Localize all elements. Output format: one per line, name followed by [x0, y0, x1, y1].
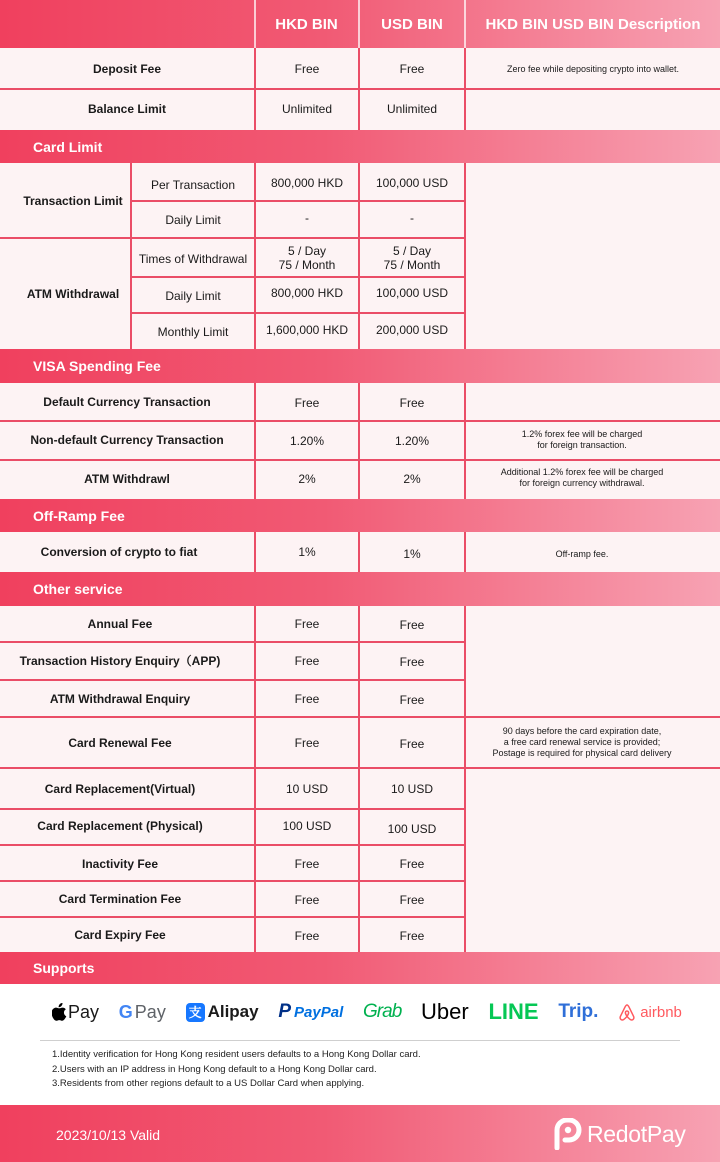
atm-withdrawl-label: ATM Withdrawl: [84, 472, 170, 486]
card-renewal-usd: Free: [399, 737, 425, 751]
per-transaction-hkd: 800,000 HKD: [270, 176, 344, 190]
section-supports: Supports: [0, 952, 720, 984]
apple-pay-logo: [52, 1002, 99, 1023]
atm-withdrawal-enquiry-label: ATM Withdrawal Enquiry: [49, 692, 191, 706]
section-card-limit: Card Limit: [0, 130, 720, 163]
note-line: 1.Identity verification for Hong Kong resident users defaults to a Hong Kong Dollar card.: [52, 1049, 421, 1060]
col-divider: [464, 48, 466, 130]
atm-withdrawl-hkd: 2%: [298, 472, 316, 486]
note-line: 2.Users with an IP address in Hong Kong default to a Hong Kong Dollar card.: [52, 1063, 377, 1075]
per-transaction-label: Per Transaction: [150, 178, 236, 192]
col-divider: [464, 532, 466, 572]
times-usd-month: 75 / Month: [383, 258, 441, 272]
card-replacement-virtual-usd: 10 USD: [390, 782, 434, 796]
uber-logo: Uber: [421, 999, 469, 1024]
inactivity-fee-label: Inactivity Fee: [81, 857, 159, 871]
airbnb-text: airbnb: [640, 1003, 682, 1021]
desc-line: a free card renewal service is provided;: [503, 736, 661, 747]
atm-daily-limit-usd: 100,000 USD: [375, 286, 449, 300]
col-divider: [464, 606, 466, 952]
atm-withdrawl-desc: [466, 460, 698, 496]
transaction-history-label: Transaction History Enquiry（APP): [19, 654, 221, 668]
monthly-limit-hkd: 1,600,000 HKD: [265, 323, 349, 337]
desc-line: Additional 1.2% forex fee will be charged: [500, 467, 664, 477]
redotpay-icon: [553, 1118, 583, 1150]
atm-daily-limit-label: Daily Limit: [165, 289, 221, 303]
transaction-history-hkd: Free: [294, 654, 320, 668]
card-termination-label: Card Termination Fee: [58, 892, 182, 906]
col-divider: [130, 163, 132, 349]
desc-line: 90 days before the card expiration date,: [502, 725, 662, 736]
deposit-fee-label: Deposit Fee: [92, 62, 161, 76]
default-currency-hkd: Free: [294, 396, 320, 410]
header-divider: [358, 0, 360, 48]
transaction-history-usd: Free: [399, 655, 425, 669]
google-pay-text: Pay: [134, 1001, 166, 1022]
card-expiry-label: Card Expiry Fee: [74, 928, 166, 942]
atm-daily-limit-hkd: 800,000 HKD: [270, 286, 344, 300]
desc-line: Postage is required for physical card delivery: [492, 747, 672, 758]
atm-withdrawal-enquiry-usd: Free: [399, 693, 425, 707]
inactivity-fee-hkd: Free: [294, 857, 320, 871]
section-off-ramp-fee: Off-Ramp Fee: [0, 499, 720, 532]
col-divider: [254, 532, 256, 572]
paypal-logo: [278, 1001, 343, 1023]
redotpay-logo: [553, 1117, 686, 1151]
card-renewal-desc: [466, 718, 698, 766]
times-of-withdrawal-label: Times of Withdrawal: [138, 252, 248, 266]
notes-divider: [40, 1040, 680, 1041]
paypal-icon: P: [278, 1001, 292, 1022]
annual-fee-usd: Free: [399, 618, 425, 632]
tx-daily-limit-label: Daily Limit: [165, 213, 221, 227]
default-currency-label: Default Currency Transaction: [43, 395, 211, 409]
non-default-currency-label: Non-default Currency Transaction: [30, 433, 224, 447]
desc-line: for foreign currency withdrawal.: [519, 478, 645, 488]
alipay-logo: [186, 1002, 259, 1022]
notes: [52, 1048, 692, 1092]
card-expiry-hkd: Free: [294, 929, 320, 943]
deposit-fee-usd: Free: [399, 62, 425, 76]
atm-withdrawl-usd: 2%: [403, 472, 421, 486]
card-termination-hkd: Free: [294, 893, 320, 907]
line-logo: LINE: [488, 999, 539, 1024]
non-default-currency-desc: [466, 422, 698, 458]
conversion-desc: Off-ramp fee.: [555, 548, 609, 559]
card-replacement-physical-usd: 100 USD: [387, 822, 437, 836]
monthly-limit-usd: 200,000 USD: [375, 323, 449, 337]
supports-logos: [0, 984, 720, 1040]
per-transaction-usd: 100,000 USD: [375, 176, 449, 190]
col-divider: [464, 383, 466, 499]
times-hkd-day: 5 / Day: [287, 244, 326, 258]
monthly-limit-label: Monthly Limit: [157, 325, 229, 339]
trip-logo: [558, 1001, 598, 1023]
times-hkd-month: 75 / Month: [278, 258, 336, 272]
header-divider: [464, 0, 466, 48]
google-pay-logo: [119, 1002, 166, 1023]
apple-icon: [52, 1003, 67, 1021]
card-replacement-physical-hkd: 100 USD: [282, 819, 332, 833]
apple-pay-text: Pay: [68, 1001, 100, 1022]
col-divider: [358, 48, 360, 130]
atm-withdrawal-label: ATM Withdrawal: [26, 287, 120, 301]
card-replacement-physical-label: Card Replacement (Physical): [37, 819, 203, 833]
default-currency-usd: Free: [399, 396, 425, 410]
google-g-icon: G: [118, 1001, 133, 1022]
balance-limit-usd: Unlimited: [386, 102, 437, 116]
annual-fee-hkd: Free: [294, 617, 320, 631]
col-divider: [254, 606, 256, 952]
col-divider: [254, 383, 256, 499]
non-default-currency-hkd: 1.20%: [289, 434, 325, 448]
paypal-text: PayPal: [294, 1003, 344, 1021]
tx-daily-limit-hkd: -: [305, 211, 309, 225]
section-visa-spending-fee: VISA Spending Fee: [0, 349, 720, 383]
alipay-icon: 支: [186, 1003, 205, 1022]
non-default-currency-usd: 1.20%: [394, 434, 430, 448]
card-replacement-virtual-hkd: 10 USD: [285, 782, 329, 796]
header-usd-bin: USD BIN: [381, 15, 443, 33]
alipay-text: Alipay: [207, 1002, 259, 1021]
col-divider: [254, 163, 256, 349]
col-divider: [358, 383, 360, 499]
airbnb-icon: [618, 1003, 636, 1022]
col-divider: [358, 606, 360, 952]
header-divider: [254, 0, 256, 48]
times-usd-day: 5 / Day: [392, 244, 431, 258]
tx-daily-limit-usd: -: [410, 211, 414, 225]
airbnb-logo: [618, 1003, 682, 1022]
card-expiry-usd: Free: [399, 929, 425, 943]
times-of-withdrawal-hkd: [256, 240, 358, 276]
col-divider: [358, 532, 360, 572]
grab-logo: Grab: [363, 1001, 402, 1022]
balance-limit-label: Balance Limit: [87, 102, 167, 116]
note-line: 3.Residents from other regions default to a US Dollar Card when applying.: [52, 1078, 365, 1089]
card-replacement-virtual-label: Card Replacement(Virtual): [44, 782, 196, 796]
conversion-usd: 1%: [403, 547, 421, 561]
conversion-label: Conversion of crypto to fiat: [40, 545, 198, 559]
conversion-hkd: 1%: [298, 545, 316, 559]
card-renewal-hkd: Free: [294, 736, 320, 750]
valid-date: 2023/10/13 Valid: [56, 1127, 161, 1143]
atm-withdrawal-enquiry-hkd: Free: [294, 692, 320, 706]
times-of-withdrawal-usd: [360, 240, 464, 276]
col-divider: [254, 48, 256, 130]
col-divider: [464, 163, 466, 349]
transaction-limit-label: Transaction Limit: [23, 194, 123, 208]
redotpay-text: RedotPay: [587, 1120, 686, 1147]
card-termination-usd: Free: [399, 893, 425, 907]
inactivity-fee-usd: Free: [399, 857, 425, 871]
header-hkd-bin: HKD BIN: [275, 15, 338, 33]
desc-line: 1.2% forex fee will be charged: [521, 429, 643, 439]
balance-limit-hkd: Unlimited: [281, 102, 332, 116]
deposit-fee-hkd: Free: [294, 62, 320, 76]
desc-line: for foreign transaction.: [537, 440, 627, 450]
annual-fee-label: Annual Fee: [87, 617, 153, 631]
deposit-fee-desc: Zero fee while depositing crypto into wallet.: [506, 63, 680, 74]
row-divider: [0, 767, 720, 769]
trip-text: Trip.: [558, 1001, 599, 1022]
card-renewal-label: Card Renewal Fee: [68, 736, 172, 750]
section-other-service: Other service: [0, 572, 720, 606]
header-description: HKD BIN USD BIN Description: [485, 15, 701, 33]
col-divider: [358, 163, 360, 349]
